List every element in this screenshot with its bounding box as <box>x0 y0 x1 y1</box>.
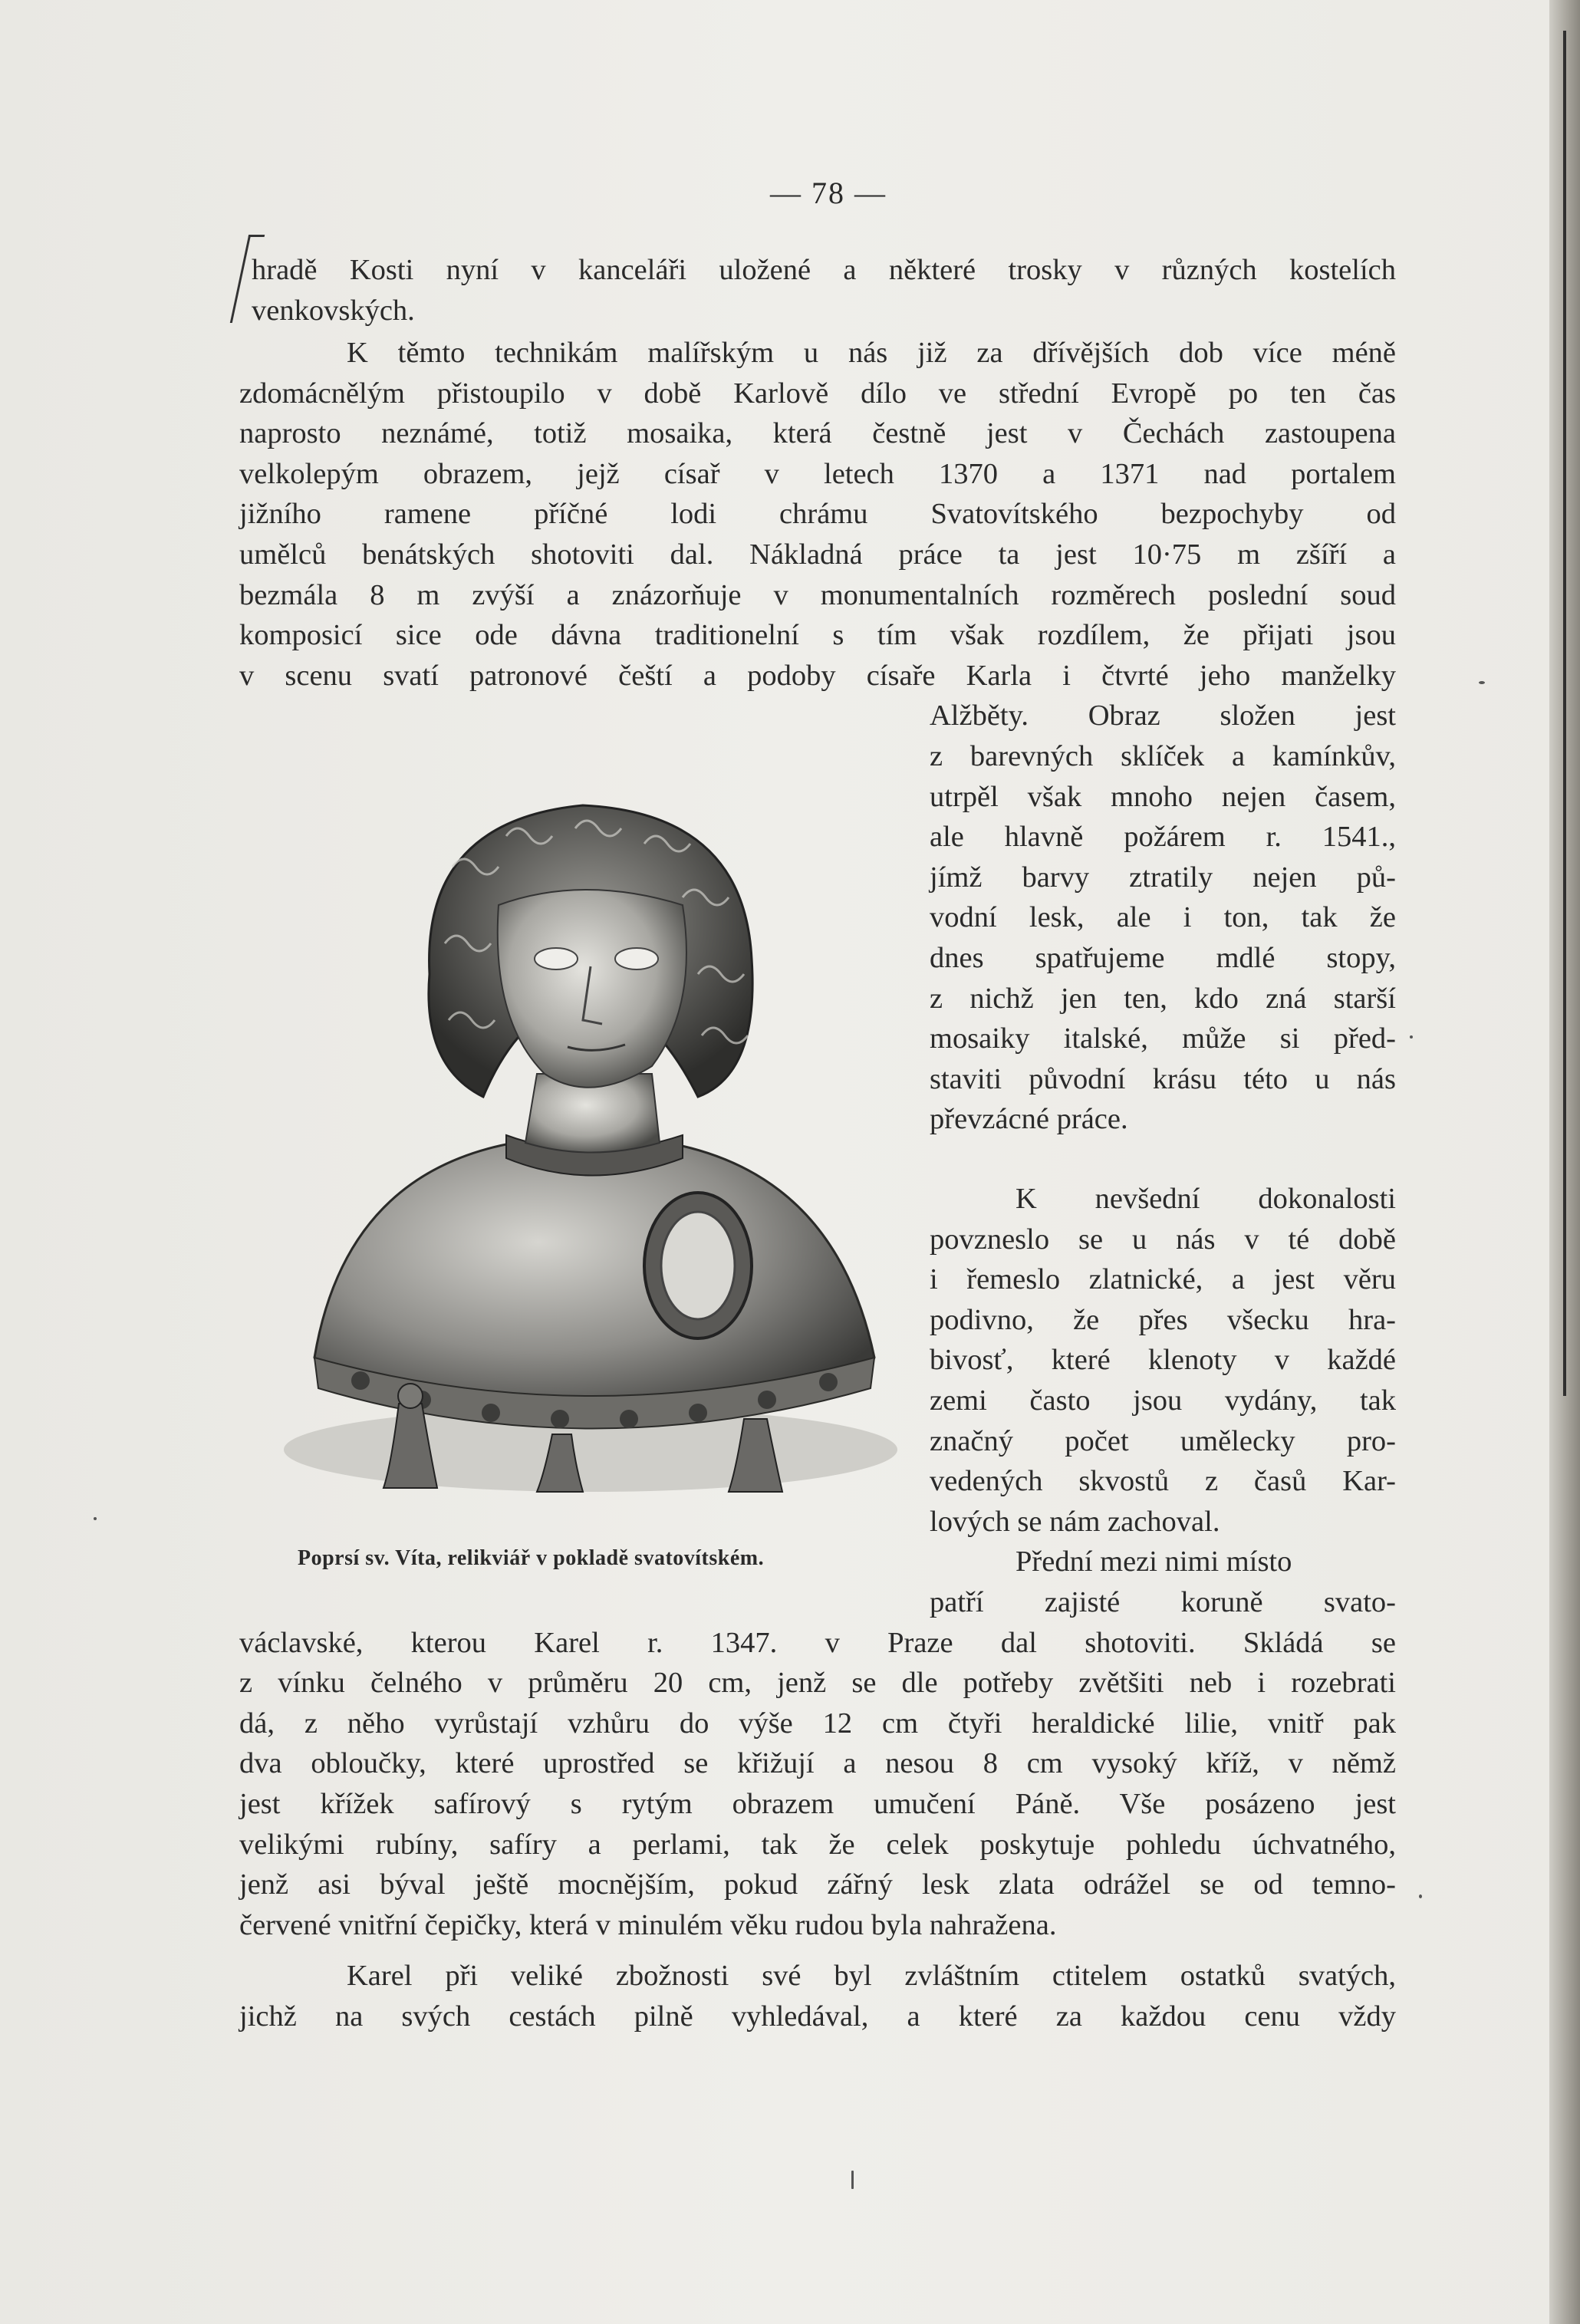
figure-caption: Poprsí sv. Víta, relikviář v pokladě svatovítském. <box>298 1546 765 1570</box>
text-line: i řemeslo zlatnické, a jest věru <box>930 1263 1396 1296</box>
paper-speck <box>1419 1894 1422 1898</box>
text-line: z barevných sklíček a kamínkův, <box>930 739 1396 772</box>
text-line: lových se nám zachoval. <box>930 1505 1220 1538</box>
paragraph-relics <box>239 1956 1396 2036</box>
text-line: červené vnitřní čepičky, která v minulém věku rudou byla nahražena. <box>239 1908 1057 1941</box>
text-line: hradě Kosti nyní v kanceláři uložené a některé trosky v různých kostelích <box>252 254 1396 286</box>
text-line: jenž asi býval ještě mocnějším, pokud zářný lesk zlata odrážel se od temno- <box>239 1868 1396 1901</box>
text-line: komposicí sice ode dávna traditionelní s tím však rozdílem, že přijati jsou <box>239 619 1396 652</box>
text-line: z vínku čelného v průměru 20 cm, jenž se dle potřeby zvětšiti neb i rozebrati <box>239 1667 1396 1700</box>
text-line: václavské, kterou Karel r. 1347. v Praze dal shotoviti. Skládá se <box>239 1626 1396 1659</box>
text-line: bivosť, které klenoty v každé <box>930 1344 1396 1377</box>
text-line: značný počet umělecky pro- <box>930 1424 1396 1457</box>
text-line: staviti původní krásu této u nás <box>930 1062 1396 1095</box>
text-line: vedených skvostů z časů Kar- <box>930 1465 1396 1498</box>
text-line: Alžběty. Obraz složen jest <box>930 700 1396 732</box>
text-line: jichž na svých cestách pilně vyhledával, a které za každou cenu vždy <box>239 2000 1396 2033</box>
text-line: z nichž jen ten, kdo zná starší <box>930 982 1396 1015</box>
reliquary-bust-illustration <box>253 775 928 1511</box>
page-number: — 78 — <box>770 176 887 210</box>
text-line: venkovských. <box>252 294 415 327</box>
text-line: povzneslo se u nás v té době <box>930 1223 1396 1256</box>
text-line: K nevšední dokonalosti <box>1015 1183 1396 1215</box>
binding-line <box>1563 31 1566 1396</box>
text-line: jímž barvy ztratily nejen pů- <box>930 861 1396 894</box>
text-line: dá, z něho vyrůstají vzhůru do výše 12 cm čtyři heraldické lilie, vnitř pak <box>239 1707 1396 1740</box>
paper-speck <box>1410 1035 1413 1039</box>
paper-speck <box>1479 681 1485 684</box>
text-line: v scenu svatí patronové čeští a podoby císaře Karla i čtvrté jeho manželky <box>239 659 1396 692</box>
text-line: utrpěl však mnoho nejen časem, <box>930 780 1396 813</box>
text-line: jest křížek safírový s rytým obrazem umučení Páně. Vše posázeno jest <box>239 1787 1396 1820</box>
text-line: velkolepým obrazem, jejž císař v letech 1370 a 1371 nad portalem <box>239 457 1396 490</box>
text-line: Přední mezi nimi místo <box>1015 1545 1292 1578</box>
text-line: zemi často jsou vydány, tak <box>930 1384 1396 1417</box>
text-line: podivno, že přes všecku hra- <box>930 1303 1396 1336</box>
text-line: Karel při veliké zbožnosti své byl zvláštním ctitelem ostatků svatých, <box>347 1960 1396 1992</box>
text-line: dnes spatřujeme mdlé stopy, <box>930 941 1396 974</box>
paper-speck <box>94 1517 97 1520</box>
text-line: ale hlavně požárem r. 1541., <box>930 821 1396 854</box>
text-line: velikými rubíny, safíry a perlami, tak že celek poskytuje pohledu úchvatného, <box>239 1828 1396 1861</box>
text-line: jižního ramene příčné lodi chrámu Svatovítského bezpochyby od <box>239 498 1396 531</box>
text-line: K těmto technikám malířským u nás již za dřívějších dob více méně <box>347 337 1396 369</box>
text-line: umělců benátských shotoviti dal. Nákladná práce ta jest 10·75 m zšíří a <box>239 538 1396 571</box>
text-line: naprosto neznámé, totiž mosaika, která čestně jest v Čechách zastoupena <box>239 417 1396 450</box>
text-line: zdomácnělým přistoupilo v době Karlově dílo ve střední Evropě po ten čas <box>239 377 1396 410</box>
text-line: bezmála 8 m zvýší a znázorňuje v monumentalních rozměrech poslední soud <box>239 578 1396 611</box>
text-line: vodní lesk, ale i ton, tak že <box>930 901 1396 934</box>
text-line: dva obloučky, které uprostřed se křižují a nesou 8 cm vysoký kříž, v němž <box>239 1747 1396 1780</box>
text-line: patří zajisté koruně svato- <box>930 1585 1396 1618</box>
text-line: mosaiky italské, může si před- <box>930 1022 1396 1055</box>
text-line: převzácné práce. <box>930 1103 1128 1136</box>
paragraph-continuation <box>252 250 1396 331</box>
paper-speck <box>851 2171 854 2189</box>
